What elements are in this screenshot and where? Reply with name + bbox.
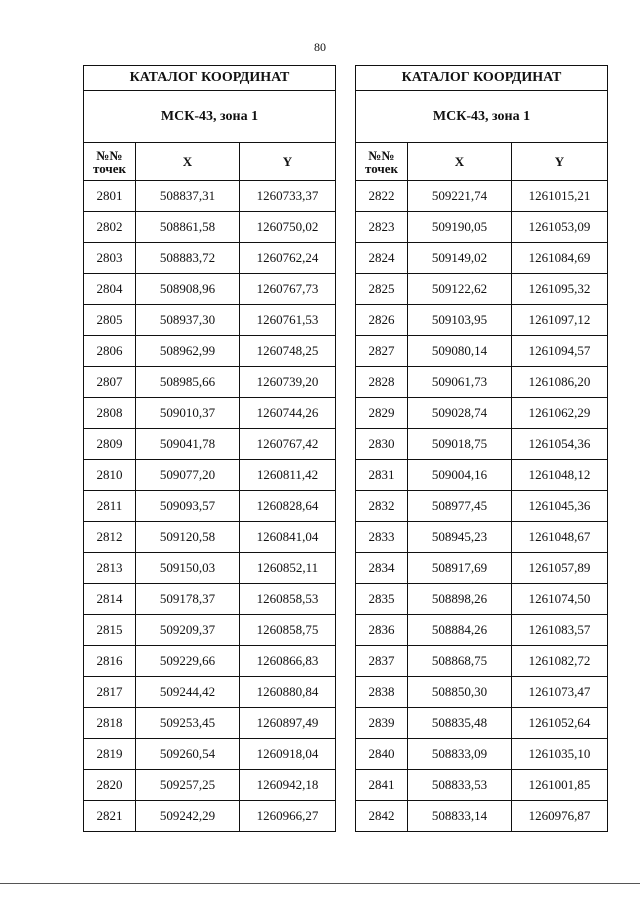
y-coordinate-cell: 1261052,64 [512, 708, 608, 739]
point-number-cell: 2810 [84, 460, 136, 491]
catalog-title: КАТАЛОГ КООРДИНАТ [356, 66, 608, 91]
table-row [84, 646, 336, 677]
point-number-cell: 2839 [356, 708, 408, 739]
table-body [84, 181, 336, 832]
table-row [356, 677, 608, 708]
y-coordinate-cell: 1261074,50 [512, 584, 608, 615]
table-row [84, 336, 336, 367]
point-number-cell: 2808 [84, 398, 136, 429]
table-row [84, 739, 336, 770]
x-coordinate-cell: 508850,30 [408, 677, 512, 708]
x-coordinate-cell: 509010,37 [136, 398, 240, 429]
table-row [84, 274, 336, 305]
table-row [356, 584, 608, 615]
table-row [356, 522, 608, 553]
y-coordinate-cell: 1261057,89 [512, 553, 608, 584]
y-coordinate-cell: 1260966,27 [240, 801, 336, 832]
point-number-cell: 2809 [84, 429, 136, 460]
column-header-points-text: №№ точек [365, 147, 398, 176]
column-header-points [84, 143, 136, 181]
x-coordinate-cell: 509004,16 [408, 460, 512, 491]
y-coordinate-cell: 1260841,04 [240, 522, 336, 553]
y-coordinate-cell: 1260858,75 [240, 615, 336, 646]
column-header-y: Y [512, 143, 608, 181]
point-number-cell: 2824 [356, 243, 408, 274]
x-coordinate-cell: 509253,45 [136, 708, 240, 739]
point-number-cell: 2829 [356, 398, 408, 429]
table-row [84, 243, 336, 274]
x-coordinate-cell: 509077,20 [136, 460, 240, 491]
table-row [84, 398, 336, 429]
x-coordinate-cell: 509041,78 [136, 429, 240, 460]
page-number: 80 [314, 40, 326, 54]
point-number-cell: 2826 [356, 305, 408, 336]
catalog-title: КАТАЛОГ КООРДИНАТ [84, 66, 336, 91]
point-number-cell: 2840 [356, 739, 408, 770]
point-number-cell: 2818 [84, 708, 136, 739]
point-number-cell: 2814 [84, 584, 136, 615]
y-coordinate-cell: 1261097,12 [512, 305, 608, 336]
x-coordinate-cell: 508835,48 [408, 708, 512, 739]
x-coordinate-cell: 509190,05 [408, 212, 512, 243]
y-coordinate-cell: 1261095,32 [512, 274, 608, 305]
x-coordinate-cell: 508962,99 [136, 336, 240, 367]
x-coordinate-cell: 508884,26 [408, 615, 512, 646]
x-coordinate-cell: 509229,66 [136, 646, 240, 677]
y-coordinate-cell: 1261045,36 [512, 491, 608, 522]
table-row [84, 522, 336, 553]
point-number-cell: 2825 [356, 274, 408, 305]
x-coordinate-cell: 508917,69 [408, 553, 512, 584]
point-number-cell: 2803 [84, 243, 136, 274]
table-row [356, 553, 608, 584]
y-coordinate-cell: 1261073,47 [512, 677, 608, 708]
point-number-cell: 2833 [356, 522, 408, 553]
column-header-y: Y [240, 143, 336, 181]
y-coordinate-cell: 1260852,11 [240, 553, 336, 584]
table-row [356, 181, 608, 212]
point-number-cell: 2830 [356, 429, 408, 460]
point-number-cell: 2828 [356, 367, 408, 398]
y-coordinate-cell: 1261082,72 [512, 646, 608, 677]
y-coordinate-cell: 1260744,26 [240, 398, 336, 429]
x-coordinate-cell: 509150,03 [136, 553, 240, 584]
y-coordinate-cell: 1260767,73 [240, 274, 336, 305]
x-coordinate-cell: 508908,96 [136, 274, 240, 305]
x-coordinate-cell: 509080,14 [408, 336, 512, 367]
y-coordinate-cell: 1260767,42 [240, 429, 336, 460]
table-row [84, 615, 336, 646]
x-coordinate-cell: 509244,42 [136, 677, 240, 708]
y-coordinate-cell: 1261001,85 [512, 770, 608, 801]
y-coordinate-cell: 1260942,18 [240, 770, 336, 801]
x-coordinate-cell: 509061,73 [408, 367, 512, 398]
table-row [84, 181, 336, 212]
y-coordinate-cell: 1260762,24 [240, 243, 336, 274]
x-coordinate-cell: 508898,26 [408, 584, 512, 615]
point-number-cell: 2835 [356, 584, 408, 615]
table-row [356, 274, 608, 305]
point-number-cell: 2816 [84, 646, 136, 677]
point-number-cell: 2841 [356, 770, 408, 801]
point-number-cell: 2806 [84, 336, 136, 367]
x-coordinate-cell: 509260,54 [136, 739, 240, 770]
y-coordinate-cell: 1260866,83 [240, 646, 336, 677]
table-row [356, 429, 608, 460]
x-coordinate-cell: 509209,37 [136, 615, 240, 646]
table-row [84, 584, 336, 615]
y-coordinate-cell: 1261048,12 [512, 460, 608, 491]
table-row [84, 677, 336, 708]
y-coordinate-cell: 1261086,20 [512, 367, 608, 398]
point-number-cell: 2813 [84, 553, 136, 584]
x-coordinate-cell: 509018,75 [408, 429, 512, 460]
point-number-cell: 2805 [84, 305, 136, 336]
catalog-subtitle: МСК-43, зона 1 [356, 91, 608, 143]
x-coordinate-cell: 508868,75 [408, 646, 512, 677]
x-coordinate-cell: 509257,25 [136, 770, 240, 801]
table-row [84, 305, 336, 336]
table-row [356, 336, 608, 367]
y-coordinate-cell: 1260750,02 [240, 212, 336, 243]
x-coordinate-cell: 509221,74 [408, 181, 512, 212]
point-number-cell: 2823 [356, 212, 408, 243]
x-coordinate-cell: 509103,95 [408, 305, 512, 336]
table-row [356, 491, 608, 522]
y-coordinate-cell: 1260739,20 [240, 367, 336, 398]
y-coordinate-cell: 1260880,84 [240, 677, 336, 708]
point-number-cell: 2827 [356, 336, 408, 367]
column-header-x: X [408, 143, 512, 181]
y-coordinate-cell: 1261053,09 [512, 212, 608, 243]
catalog-subtitle: МСК-43, зона 1 [84, 91, 336, 143]
x-coordinate-cell: 508833,53 [408, 770, 512, 801]
x-coordinate-cell: 509242,29 [136, 801, 240, 832]
x-coordinate-cell: 508937,30 [136, 305, 240, 336]
x-coordinate-cell: 508833,09 [408, 739, 512, 770]
table-row [84, 801, 336, 832]
table-row [356, 243, 608, 274]
table-row [356, 460, 608, 491]
y-coordinate-cell: 1260761,53 [240, 305, 336, 336]
y-coordinate-cell: 1261015,21 [512, 181, 608, 212]
point-number-cell: 2820 [84, 770, 136, 801]
table-row [356, 305, 608, 336]
page-bottom-rule [0, 883, 640, 884]
table-row [356, 646, 608, 677]
x-coordinate-cell: 508837,31 [136, 181, 240, 212]
x-coordinate-cell: 509120,58 [136, 522, 240, 553]
point-number-cell: 2836 [356, 615, 408, 646]
y-coordinate-cell: 1260897,49 [240, 708, 336, 739]
x-coordinate-cell: 509149,02 [408, 243, 512, 274]
point-number-cell: 2832 [356, 491, 408, 522]
table-row [84, 553, 336, 584]
y-coordinate-cell: 1261084,69 [512, 243, 608, 274]
x-coordinate-cell: 508883,72 [136, 243, 240, 274]
column-header-points-text: №№ точек [93, 147, 126, 176]
point-number-cell: 2819 [84, 739, 136, 770]
x-coordinate-cell: 509122,62 [408, 274, 512, 305]
point-number-cell: 2802 [84, 212, 136, 243]
point-number-cell: 2834 [356, 553, 408, 584]
point-number-cell: 2801 [84, 181, 136, 212]
table-row [356, 770, 608, 801]
x-coordinate-cell: 508985,66 [136, 367, 240, 398]
table-row [84, 429, 336, 460]
table-row [84, 212, 336, 243]
column-header-x: X [136, 143, 240, 181]
table-row [356, 615, 608, 646]
point-number-cell: 2804 [84, 274, 136, 305]
point-number-cell: 2837 [356, 646, 408, 677]
table-row [84, 460, 336, 491]
y-coordinate-cell: 1261083,57 [512, 615, 608, 646]
table-row [356, 801, 608, 832]
coordinate-catalog-table-left [83, 65, 336, 832]
coordinate-catalog-table-right [355, 65, 608, 832]
y-coordinate-cell: 1261094,57 [512, 336, 608, 367]
table-row [356, 212, 608, 243]
y-coordinate-cell: 1260733,37 [240, 181, 336, 212]
table-row [356, 708, 608, 739]
point-number-cell: 2831 [356, 460, 408, 491]
table-row [84, 491, 336, 522]
x-coordinate-cell: 509028,74 [408, 398, 512, 429]
point-number-cell: 2822 [356, 181, 408, 212]
y-coordinate-cell: 1260858,53 [240, 584, 336, 615]
x-coordinate-cell: 509093,57 [136, 491, 240, 522]
column-header-points [356, 143, 408, 181]
y-coordinate-cell: 1261035,10 [512, 739, 608, 770]
table-row [84, 367, 336, 398]
table-body [356, 181, 608, 832]
x-coordinate-cell: 508977,45 [408, 491, 512, 522]
point-number-cell: 2811 [84, 491, 136, 522]
point-number-cell: 2821 [84, 801, 136, 832]
point-number-cell: 2842 [356, 801, 408, 832]
y-coordinate-cell: 1261054,36 [512, 429, 608, 460]
point-number-cell: 2815 [84, 615, 136, 646]
y-coordinate-cell: 1261062,29 [512, 398, 608, 429]
table-row [356, 739, 608, 770]
point-number-cell: 2812 [84, 522, 136, 553]
y-coordinate-cell: 1260976,87 [512, 801, 608, 832]
y-coordinate-cell: 1260811,42 [240, 460, 336, 491]
table-row [84, 770, 336, 801]
point-number-cell: 2838 [356, 677, 408, 708]
table-row [356, 367, 608, 398]
x-coordinate-cell: 508945,23 [408, 522, 512, 553]
x-coordinate-cell: 508833,14 [408, 801, 512, 832]
y-coordinate-cell: 1260918,04 [240, 739, 336, 770]
x-coordinate-cell: 509178,37 [136, 584, 240, 615]
x-coordinate-cell: 508861,58 [136, 212, 240, 243]
y-coordinate-cell: 1260828,64 [240, 491, 336, 522]
point-number-cell: 2817 [84, 677, 136, 708]
y-coordinate-cell: 1260748,25 [240, 336, 336, 367]
table-row [84, 708, 336, 739]
table-row [356, 398, 608, 429]
y-coordinate-cell: 1261048,67 [512, 522, 608, 553]
point-number-cell: 2807 [84, 367, 136, 398]
